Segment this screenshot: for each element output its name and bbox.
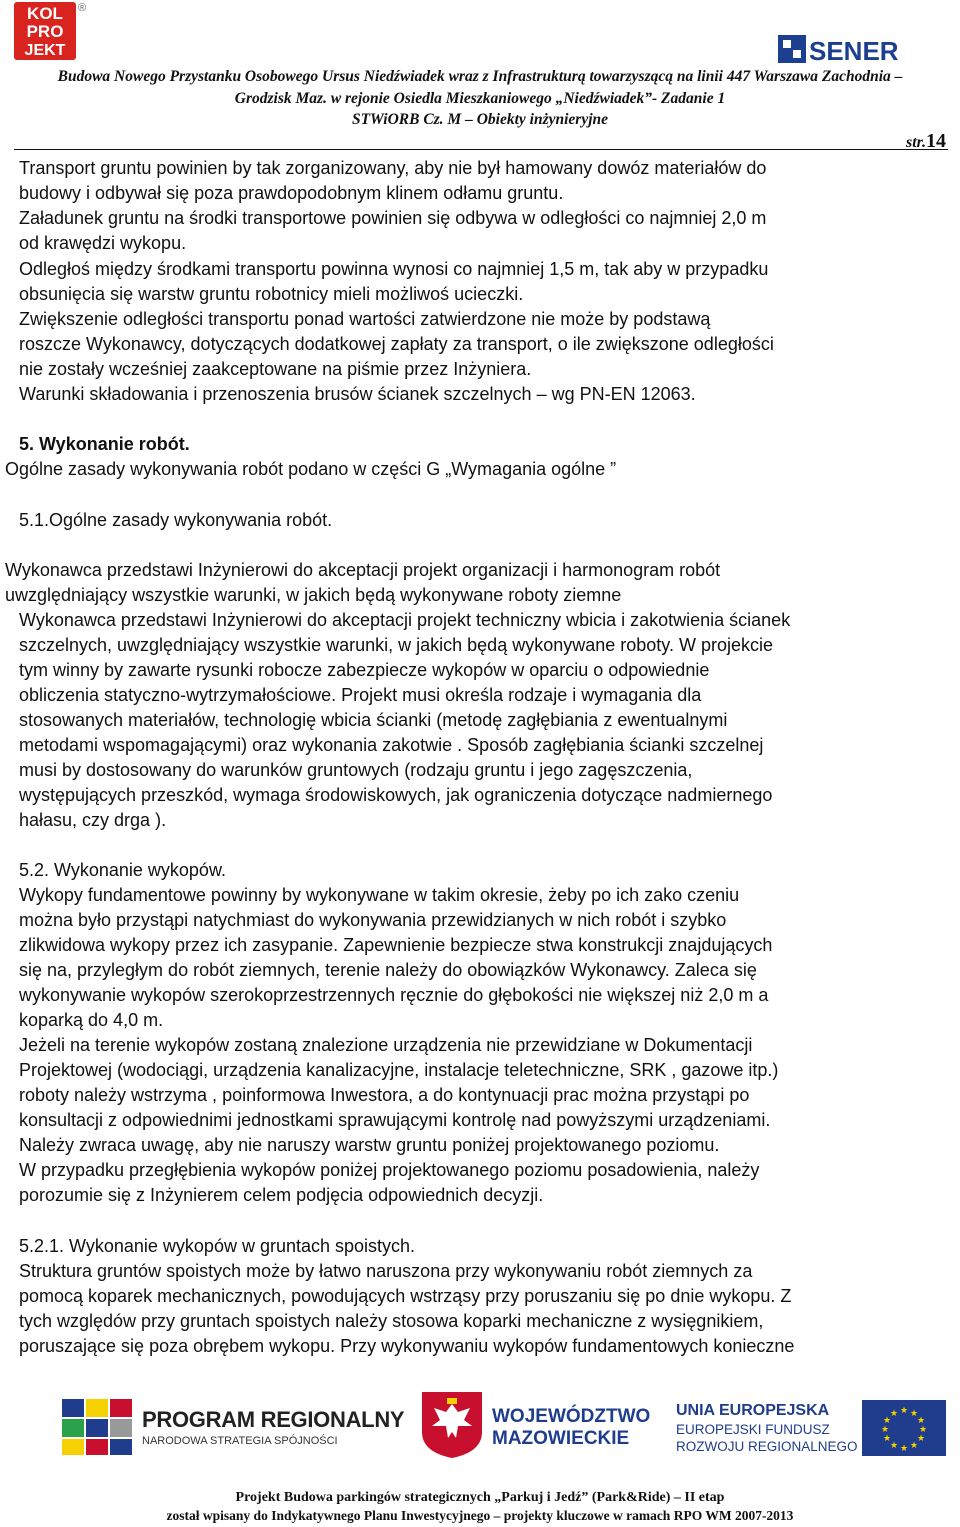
svg-text:★: ★ [882, 1434, 892, 1444]
subsection-heading: 5.2. Wykonanie wykopów. [19, 860, 226, 880]
text-line: metodami wspomagającymi) oraz wykonania zakotwie . Sposób zagłębiania ścianki szczelnej [19, 735, 764, 755]
svg-text:★: ★ [909, 1409, 919, 1419]
eu-logo [676, 1400, 948, 1460]
svg-text:★: ★ [880, 1425, 890, 1435]
text-line: występujących przeszkód, wymaga środowiskowych, jak ograniczenia dotyczące nadmiernego [19, 785, 773, 805]
text-line: obliczenia statyczno-wytrzymałościowe. Projekt musi określa rodzaje i wymagania dla [19, 685, 702, 705]
text-line: budowy i odbywał się poza prawdopodobnym klinem odłamu gruntu. [19, 183, 564, 203]
svg-text:★: ★ [889, 1409, 899, 1419]
svg-text:★: ★ [916, 1434, 926, 1444]
sener-logo [778, 33, 900, 70]
text-line: uwzględniający wszystkie warunki, w jakich będą wykonywane roboty ziemne [5, 585, 622, 605]
kolprojekt-logo [14, 2, 76, 60]
kolprojekt-logo-mark [14, 2, 76, 60]
page-number-prefix: str. [905, 134, 926, 151]
text-line: nie zostały wcześniej zaakceptowane na piśmie przez Inżyniera. [19, 359, 532, 379]
page-number [906, 130, 946, 153]
section-heading: 5. Wykonanie robót. [19, 434, 190, 454]
text-line: Wykopy fundamentowe powinny by wykonywane w takim okresie, żeby po ich zako czeniu [19, 885, 740, 905]
program-regionalny-title: PROGRAM REGIONALNY [142, 1407, 405, 1432]
program-regionalny-logo [62, 1395, 405, 1457]
eu-line-3: ROZWOJU REGIONALNEGO [676, 1439, 858, 1454]
text-line: Wykonawca przedstawi Inżynierowi do akceptacji projekt organizacji i harmonogram robót [5, 560, 721, 580]
text-line: Ogólne zasady wykonywania robót podano w części G „Wymagania ogólne ” [5, 459, 617, 479]
subsection-heading: 5.2.1. Wykonanie wykopów w gruntach spoistych. [19, 1236, 416, 1256]
text-line: tych względów przy gruntach spoistych należy stosowa koparki mechaniczne z wysięgnikiem, [19, 1311, 764, 1331]
text-line: poruszające się poza obrębem wykopu. Przy wykonywaniu wykopów fundamentowych konieczne [19, 1336, 795, 1356]
nss-emblem-icon [62, 1399, 134, 1455]
svg-text:★: ★ [918, 1425, 928, 1435]
text-line: Wykonawca przedstawi Inżynierowi do akceptacji projekt techniczny wbicia i zakotwienia ścianek [19, 610, 791, 630]
text-line: zlikwidowa wykopy przez ich zasypanie. Zapewnienie bezpiecze stwa konstrukcji znajdujących [19, 935, 773, 955]
svg-text:★: ★ [909, 1441, 919, 1451]
subsection-heading: 5.1.Ogólne zasady wykonywania robót. [19, 510, 333, 530]
text-line: obsunięcia się warstw gruntu robotnicy mieli możliwoś ucieczki. [19, 284, 524, 304]
text-line: Jeżeli na terenie wykopów zostaną znalezione urządzenia nie przewidziane w Dokumentacji [19, 1035, 753, 1055]
page-number-value: 14 [926, 130, 946, 152]
eu-line-1: UNIA EUROPEJSKA [676, 1402, 830, 1419]
text-line: od krawędzi wykopu. [19, 233, 187, 253]
logo-line-3: JEKT [24, 42, 66, 59]
text-line: Załadunek gruntu na środki transportowe powinien się odbywa w odległości co najmniej 2,0 m [19, 208, 767, 228]
mazowieckie-logo [420, 1390, 650, 1462]
text-line: Zwiększenie odległości transportu ponad wartości zatwierdzone nie może by podstawą [19, 309, 711, 329]
text-line: Struktura gruntów spoistych może by łatwo naruszona przy wykonywaniu robót ziemnych za [19, 1261, 753, 1281]
text-line: hałasu, czy drga ). [19, 810, 167, 830]
logo-line-2: PRO [26, 22, 64, 41]
eu-flag-icon [862, 1400, 946, 1456]
logo-line-1: KOL [27, 4, 63, 23]
white-eagle-shield-icon [420, 1390, 484, 1460]
text-line: Odległoś między środkami transportu powinna wynosi co najmniej 1,5 m, tak aby w przypadku [19, 259, 769, 279]
text-line: wykonywanie wykopów szerokoprzestrzennych ręcznie do głębokości nie większej niż 2,0 m a [19, 985, 769, 1005]
text-line: Warunki składowania i przenoszenia brusów ścianek szczelnych – wg PN-EN 12063. [19, 384, 696, 404]
text-line: Transport gruntu powinien by tak zorganizowany, aby nie był hamowany dowóz materiałów do [19, 158, 767, 178]
text-line: można było przystąpi natychmiast do wykonywania przewidzianych w nich robót i szybko [19, 910, 727, 930]
text-line: Należy zwraca uwagę, aby nie naruszy warstw gruntu poniżej projektowanego poziomu. [19, 1135, 720, 1155]
text-line: tym winny by zawarte rysunki robocze zabezpiecze wykopów w oparciu o odpowiednie [19, 660, 710, 680]
text-line: stosowanych materiałów, technologię wbicia ścianki (metodę zagłębiania z ewentualnymi [19, 710, 728, 730]
text-line: roszcze Wykonawcy, dotyczących dodatkowej zapłaty za transport, o ile zwiększone odległości [19, 334, 774, 354]
header-project-line-1: Budowa Nowego Przystanku Osobowego Ursus Niedźwiadek wraz z Infrastrukturą towarzyszącą na linii 447 Warszawa Zachodnia – [57, 68, 903, 85]
footer-line-1: Projekt Budowa parkingów strategicznych „Parkuj i Jedź” (Park&Ride) – II etap [235, 1490, 725, 1505]
sener-text: SENER [809, 36, 899, 65]
registered-mark-icon: ® [78, 2, 87, 14]
text-line: W przypadku przegłębienia wykopów poniżej projektowanego poziomu posadowienia, należy [19, 1160, 760, 1180]
program-regionalny-subtitle: NARODOWA STRATEGIA SPÓJNOŚCI [142, 1435, 338, 1447]
text-line: konsultacji z odpowiednimi jednostkami sprawującymi kontrolę nad powyższymi urządzeniami. [19, 1110, 771, 1130]
text-line: szczelnych, uwzględniający wszystkie warunki, w jakich będą wykonywane roboty. W projekcie [19, 635, 773, 655]
svg-text:★: ★ [882, 1416, 892, 1426]
wojewodztwo-text: WOJEWÓDZTWO [492, 1406, 651, 1427]
header-project-line-2: Grodzisk Maz. w rejonie Osiedla Mieszkaniowego „Niedźwiadek”- Zadanie 1 [234, 90, 726, 107]
text-line: roboty należy wstrzyma , poinformowa Inwestora, a do kontynuacji prac można przystąpi po [19, 1085, 750, 1105]
header-rule [14, 149, 948, 150]
text-line: koparką do 4,0 m. [19, 1010, 164, 1030]
svg-text:★: ★ [916, 1416, 926, 1426]
svg-text:★: ★ [889, 1441, 899, 1451]
mazowieckie-text: MAZOWIECKIE [492, 1428, 630, 1449]
text-line: musi by dostosowany do warunków gruntowych (rodzaju gruntu i jego zagęszczenia, [19, 760, 693, 780]
text-line: pomocą koparek mechanicznych, powodujących wstrząsy przy poruszaniu się po dnie wykopu. Z [19, 1286, 792, 1306]
header-spec-line: STWiORB Cz. M – Obiekty inżynieryjne [351, 111, 609, 128]
text-line: Projektowej (wodociągi, urządzenia kanalizacyjne, instalacje teletechniczne, SRK , gazowe itp.) [19, 1060, 779, 1080]
footer-line-2: został wpisany do Indykatywnego Planu Inwestycyjnego – projekty kluczowe w ramach RPO WM 2007-2013 [166, 1508, 794, 1523]
text-line: porozumie się z Inżynierem celem podjęcia odpowiednich decyzji. [19, 1185, 544, 1205]
text-line: się na, przyległym do robót ziemnych, terenie należy do obowiązków Wykonawcy. Zaleca się [19, 960, 757, 980]
svg-text:★: ★ [899, 1406, 909, 1416]
sener-logo-mark [778, 33, 900, 65]
eu-line-2: EUROPEJSKI FUNDUSZ [676, 1422, 830, 1437]
svg-text:★: ★ [899, 1444, 909, 1454]
